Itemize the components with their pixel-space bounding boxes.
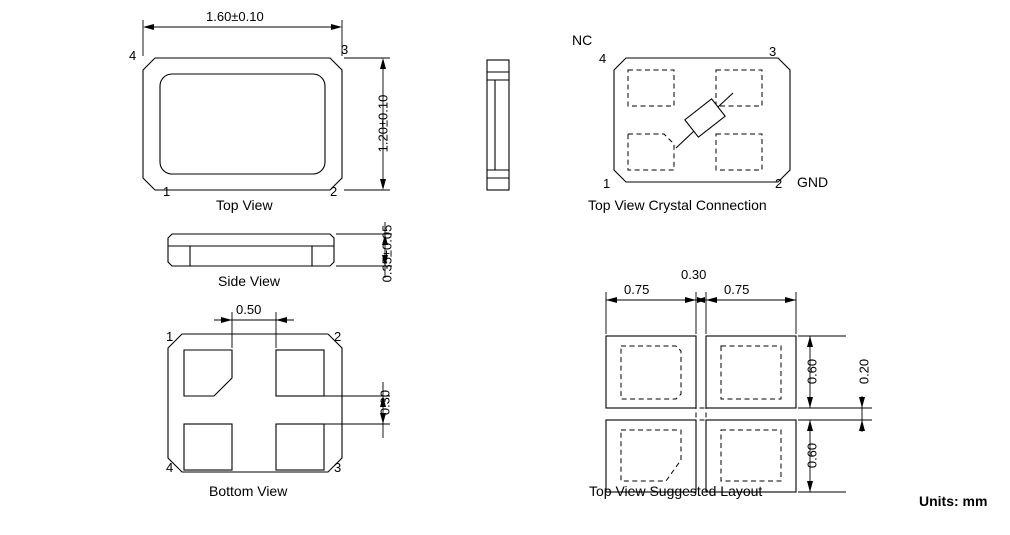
layout-dim-pad-w-left: 0.75 [624, 282, 650, 297]
layout-dim-gap-v: 0.20 [856, 358, 872, 385]
crystal-pin-2: 2 [775, 176, 783, 191]
bottom-view-pin-4: 4 [166, 460, 174, 475]
crystal-pin-4: 4 [599, 51, 607, 66]
side-view-caption: Side View [218, 273, 281, 289]
layout-dim-pad-h-top: 0.60 [804, 358, 820, 385]
crystal-view-caption: Top View Crystal Connection [588, 197, 767, 213]
layout-dim-pad-h-bottom: 0.60 [804, 442, 820, 469]
top-view-pin-4: 4 [129, 48, 137, 63]
bottom-view-pin-3: 3 [334, 460, 342, 475]
crystal-nc-label: NC [572, 32, 593, 48]
layout-dim-pad-w-right: 0.75 [724, 282, 750, 297]
top-view-width-dim: 1.60±0.10 [206, 9, 264, 24]
bottom-view-pitch-dim: 0.50 [236, 302, 262, 317]
bottom-view-pin-1: 1 [166, 329, 174, 344]
side-view-thickness-dim: 0.35±0.05 [379, 224, 395, 283]
crystal-gnd-label: GND [797, 174, 829, 190]
top-view-height-dim: 1.20±0.10 [375, 94, 391, 153]
crystal-pin-3: 3 [769, 44, 777, 59]
crystal-pin-1: 1 [603, 176, 611, 191]
layout-dim-gap: 0.30 [681, 267, 707, 282]
units-note: Units: mm [919, 493, 988, 509]
layout-view-caption: Top View Suggested Layout [589, 483, 763, 499]
top-view-pin-3: 3 [341, 42, 349, 57]
bottom-view-gap-dim: 0.30 [377, 389, 393, 416]
top-view-pin-1: 1 [163, 184, 171, 199]
bottom-view-pin-2: 2 [334, 329, 342, 344]
top-view-caption: Top View [216, 197, 273, 213]
bottom-view-caption: Bottom View [209, 483, 288, 499]
top-view-pin-2: 2 [330, 184, 338, 199]
